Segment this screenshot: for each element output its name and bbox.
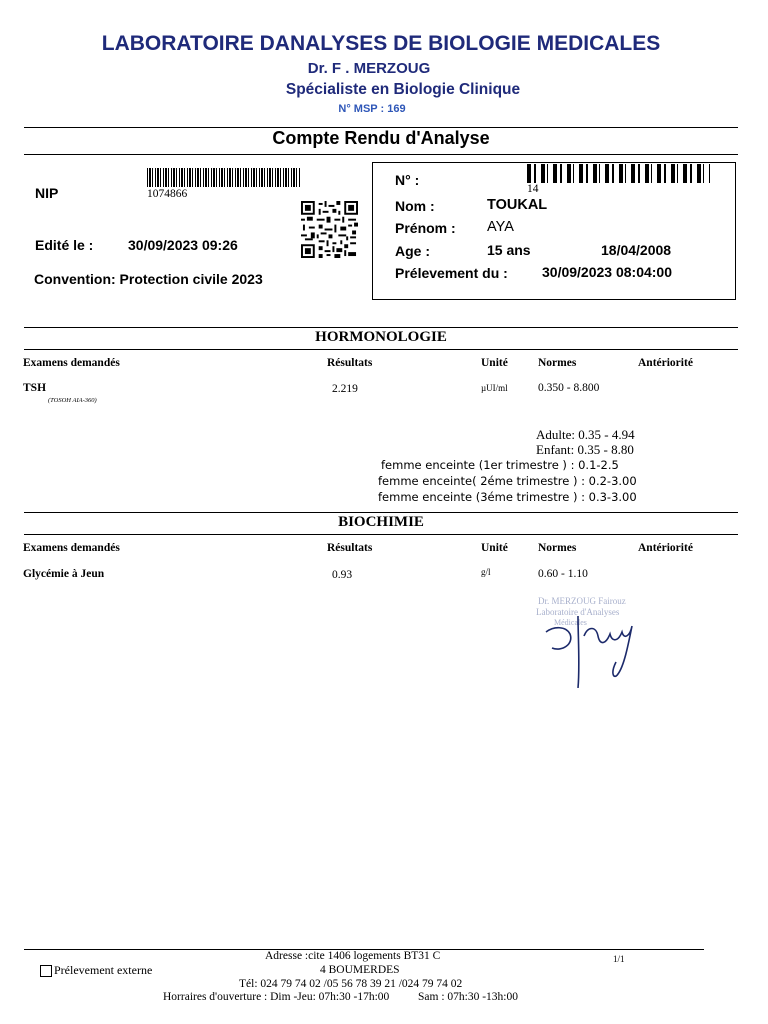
checkbox-icon[interactable]: [40, 965, 52, 977]
stamp-line-1: Dr. MERZOUG Fairouz: [538, 596, 626, 606]
footer-hours: Horraires d'ouverture : Dim -Jeu: 07h:30 -17h:00 Sam : 07h:30 -13h:00: [163, 991, 519, 1003]
report-title: Compte Rendu d'Analyse: [272, 128, 490, 148]
footer-address-2: 4 BOUMERDES: [320, 964, 400, 976]
exam-norms: 0.60 - 1.10: [538, 568, 588, 580]
section-divider: [24, 349, 738, 350]
exam-method: (TOSOH AIA-360): [48, 397, 97, 404]
footer-phones: Tél: 024 79 74 02 /05 56 78 39 21 /024 79 74 02: [239, 978, 463, 990]
birth-date: 18/04/2008: [601, 242, 672, 258]
prelevement-label: Prélevement du :: [395, 265, 508, 281]
col-norms: Normes: [538, 542, 577, 554]
page-number: 1/1: [613, 954, 625, 964]
exam-result: 0.93: [332, 569, 353, 581]
stamp-line-2: Laboratoire d'Analyses: [536, 607, 620, 617]
section-title-biochimie: BIOCHIMIE: [338, 514, 424, 530]
header-divider-bottom: [24, 154, 738, 155]
col-exam: Examens demandés: [23, 542, 120, 554]
exam-unit: g/l: [481, 567, 491, 577]
age-label: Age :: [395, 243, 430, 259]
lab-name: LABORATOIRE DANALYSES DE BIOLOGIE MEDICALES: [101, 32, 661, 55]
exam-norms: 0.350 - 8.800: [538, 382, 600, 394]
msp-number: N° MSP : 169: [338, 103, 406, 115]
norm-note-trimester-3: femme enceinte (3éme trimestre ) : 0.3-3.00: [378, 490, 637, 504]
norm-note-adult: Adulte: 0.35 - 4.94: [536, 427, 635, 442]
nom-value: TOUKAL: [487, 197, 548, 213]
col-exam: Examens demandés: [23, 357, 120, 369]
nip-value: 1074866: [147, 188, 188, 200]
col-result: Résultats: [327, 542, 373, 554]
col-unit: Unité: [481, 357, 508, 369]
col-anteriority: Antériorité: [638, 542, 693, 554]
col-unit: Unité: [481, 542, 508, 554]
col-anteriority: Antériorité: [638, 357, 693, 369]
nip-barcode: [147, 168, 300, 187]
section-divider: [24, 534, 738, 535]
nip-label: NIP: [35, 185, 59, 201]
patient-barcode: [527, 164, 710, 183]
col-norms: Normes: [538, 357, 577, 369]
section-divider: [24, 327, 738, 328]
norm-note-child: Enfant: 0.35 - 8.80: [536, 442, 634, 457]
edited-value: 30/09/2023 09:26: [128, 237, 238, 253]
exam-name: Glycémie à Jeun: [23, 568, 105, 580]
col-result: Résultats: [327, 357, 373, 369]
doctor-name: Dr. F . MERZOUG: [307, 60, 431, 77]
age-value: 15 ans: [487, 242, 531, 258]
exam-unit: µUI/ml: [481, 383, 508, 393]
section-title-hormonologie: HORMONOLOGIE: [315, 329, 447, 345]
convention: Convention: Protection civile 2023: [34, 271, 263, 287]
section-divider: [24, 512, 738, 513]
prenom-label: Prénom :: [395, 220, 456, 236]
norm-note-trimester-2: femme enceinte( 2éme trimestre ) : 0.2-3.00: [378, 474, 637, 488]
patient-number-label: N° :: [395, 172, 420, 188]
exam-name: TSH: [23, 382, 47, 394]
qr-code: [300, 201, 359, 258]
prenom-value: AYA: [487, 219, 514, 235]
patient-number-value: 14: [527, 183, 539, 195]
stamp-signature: [532, 596, 650, 688]
signature-icon: [532, 596, 650, 688]
external-sample-label: Prélevement externe: [54, 963, 153, 977]
stamp-line-3: Médicales: [554, 618, 587, 627]
external-sample-checkbox[interactable]: [40, 963, 152, 978]
nom-label: Nom :: [395, 198, 435, 214]
edited-label: Edité le :: [35, 237, 94, 253]
norm-note-trimester-1: femme enceinte (1er trimestre ) : 0.1-2.5: [381, 458, 619, 472]
exam-result: 2.219: [332, 383, 358, 395]
prelevement-value: 30/09/2023 08:04:00: [542, 264, 672, 280]
footer-address-1: Adresse :cite 1406 logements BT31 C: [265, 950, 441, 962]
specialty: Spécialiste en Biologie Clinique: [285, 81, 521, 98]
